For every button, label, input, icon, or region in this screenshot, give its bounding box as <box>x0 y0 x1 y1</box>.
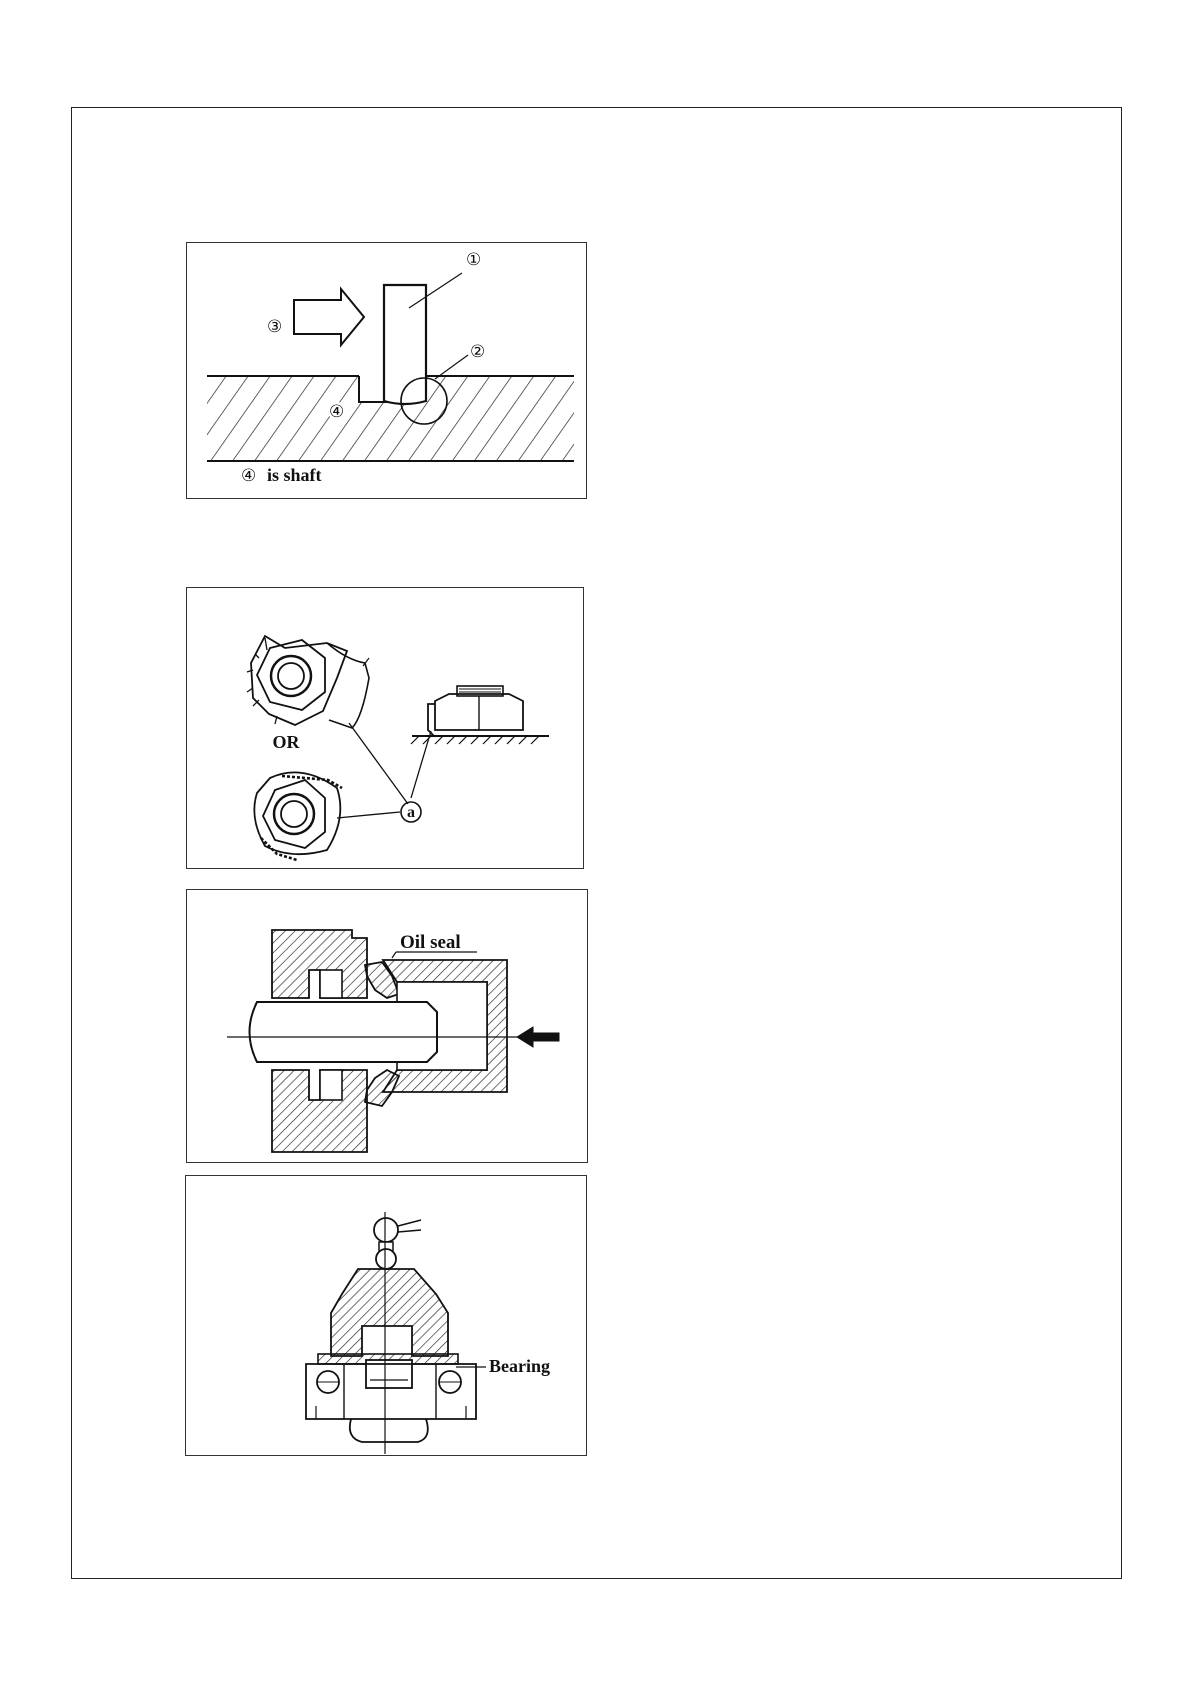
key-part <box>384 285 426 404</box>
callout-a: a <box>407 804 415 821</box>
bearing-drawing <box>186 1176 587 1456</box>
or-label: OR <box>272 732 300 752</box>
caption-number: ④ <box>241 466 257 485</box>
figure-lock-washer <box>186 587 584 869</box>
push-arrow <box>294 289 364 345</box>
nut-bottom <box>254 772 342 860</box>
lock-washer-drawing <box>187 588 584 869</box>
figure-oil-seal <box>186 889 588 1163</box>
shaft <box>250 1002 438 1062</box>
caption-text: is shaft <box>267 465 322 485</box>
figure-key-shaft <box>186 242 587 499</box>
nut-side-view <box>411 686 549 744</box>
figure-bearing <box>185 1175 587 1456</box>
callout-3: ③ <box>267 316 283 336</box>
indicator-ball <box>374 1218 398 1242</box>
callout-4: ④ <box>329 401 345 421</box>
bearing-label: Bearing <box>489 1356 550 1376</box>
nut-top <box>247 636 369 728</box>
push-arrow-icon <box>517 1027 559 1047</box>
oil-seal-label: Oil seal <box>400 932 461 953</box>
key-shaft-drawing <box>187 243 587 499</box>
callout-1: ① <box>466 249 482 269</box>
oil-seal-drawing <box>187 890 588 1163</box>
callout-2: ② <box>470 341 486 361</box>
press-tool <box>331 1269 448 1356</box>
